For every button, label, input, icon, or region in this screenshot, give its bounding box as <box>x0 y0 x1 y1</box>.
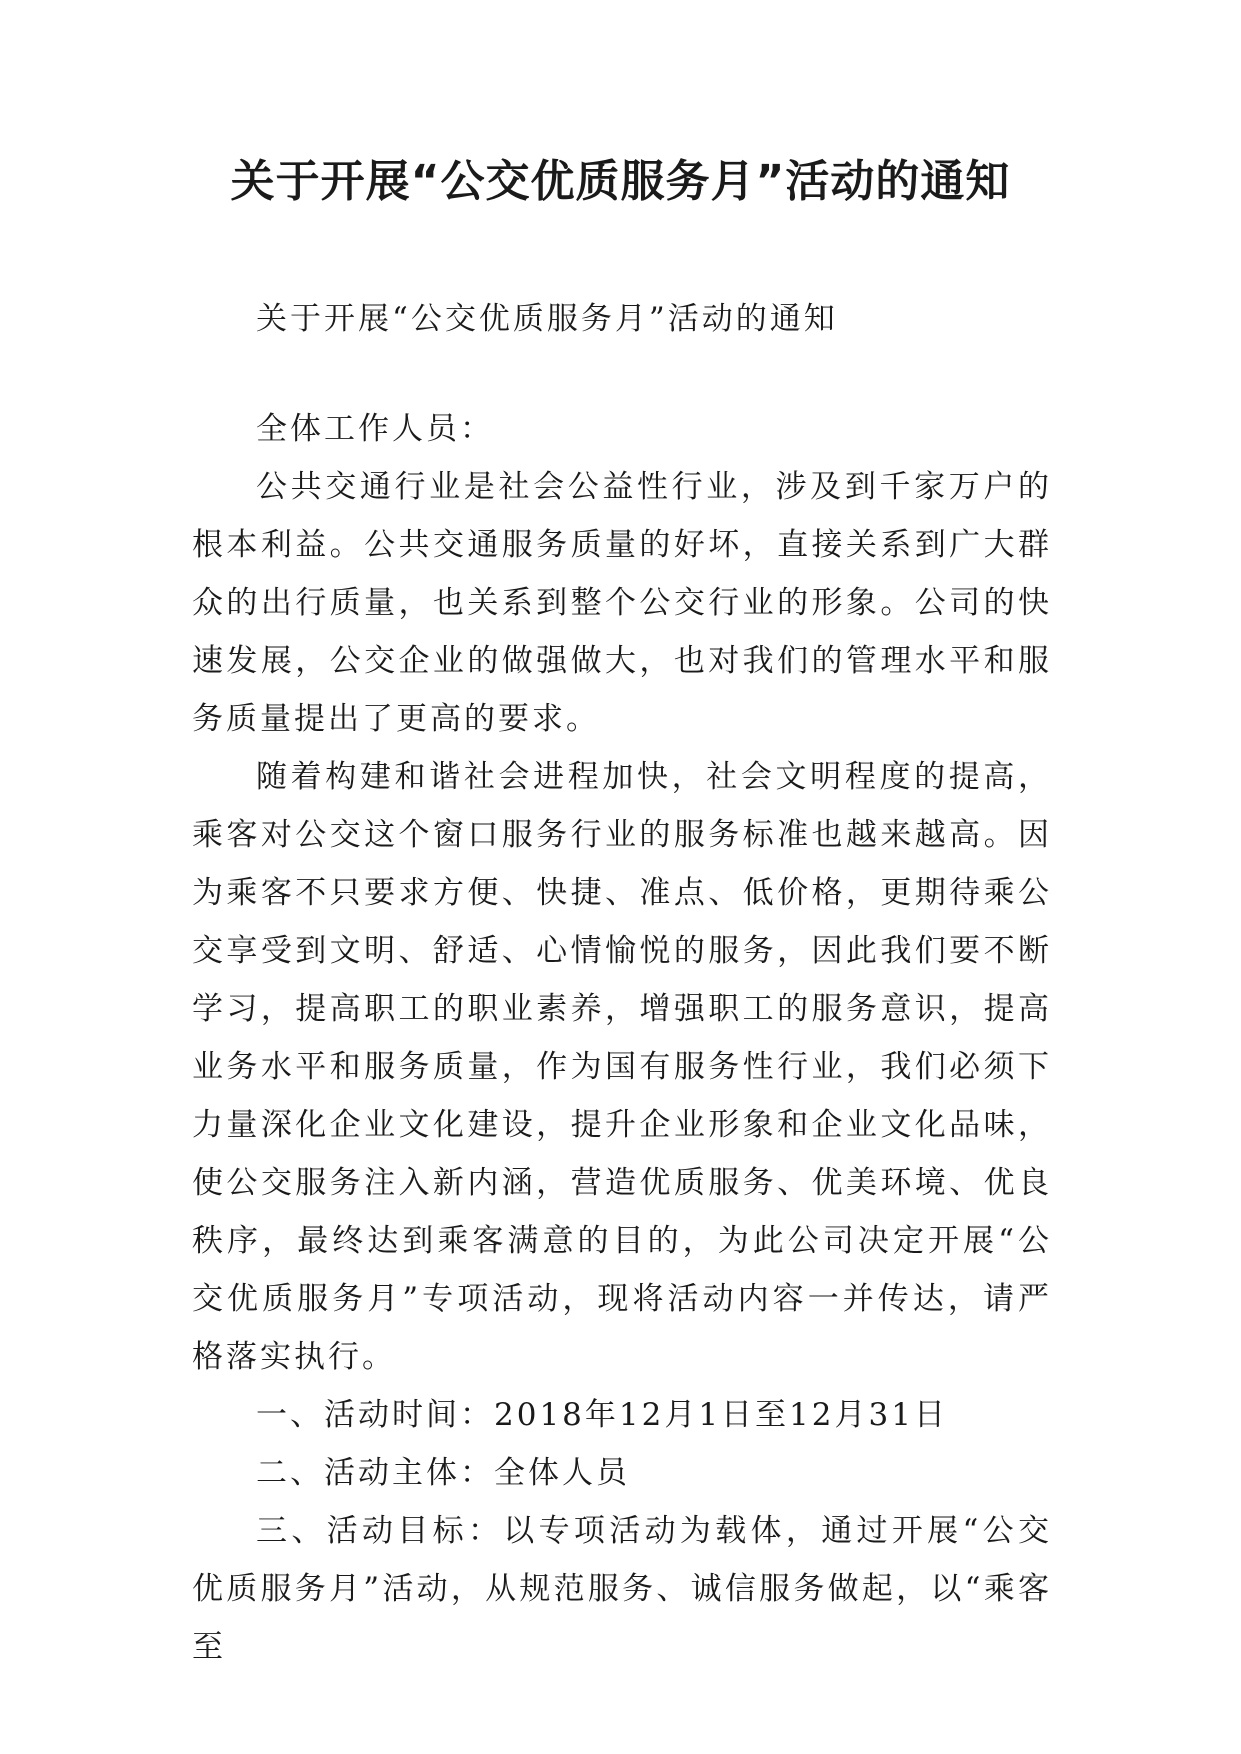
body-paragraph-2: 随着构建和谐社会进程加快，社会文明程度的提高，乘客对公交这个窗口服务行业的服务标准也越来越高。因为乘客不只要求方便、快捷、准点、低价格，更期待乘公交享受到文明、舒适、心情愉悦的服务，因此我们要不断学习，提高职工的职业素养，增强职工的服务意识，提高业务水平和服务质量，作为国有服务性行业，我们必须下力量深化企业文化建设，提升企业形象和企业文化品味，使公交服务注入新内涵，营造优质服务、优美环境、优良秩序，最终达到乘客满意的目的，为此公司决定开展“公交优质服务月”专项活动，现将活动内容一并传达，请严格落实执行。 <box>192 759 1052 1375</box>
document-body <box>192 290 1052 1676</box>
item-activity-goal: 三、活动目标：以专项活动为载体，通过开展“公交优质服务月”活动，从规范服务、诚信服务做起，以“乘客至 <box>192 1513 1052 1665</box>
salutation: 全体工作人员： <box>256 411 494 447</box>
item-activity-time: 一、活动时间：2018年12月1日至12月31日 <box>256 1397 948 1433</box>
body-paragraph-1: 公共交通行业是社会公益性行业，涉及到千家万户的根本利益。公共交通服务质量的好坏，直接关系到广大群众的出行质量，也关系到整个公交行业的形象。公司的快速发展，公交企业的做强做大，也对我们的管理水平和服务质量提出了更高的要求。 <box>192 469 1052 737</box>
item-activity-subject: 二、活动主体：全体人员 <box>256 1455 630 1491</box>
document-title: 关于开展“公交优质服务月”活动的通知 <box>230 156 1011 207</box>
document-subtitle: 关于开展“公交优质服务月”活动的通知 <box>256 301 838 337</box>
